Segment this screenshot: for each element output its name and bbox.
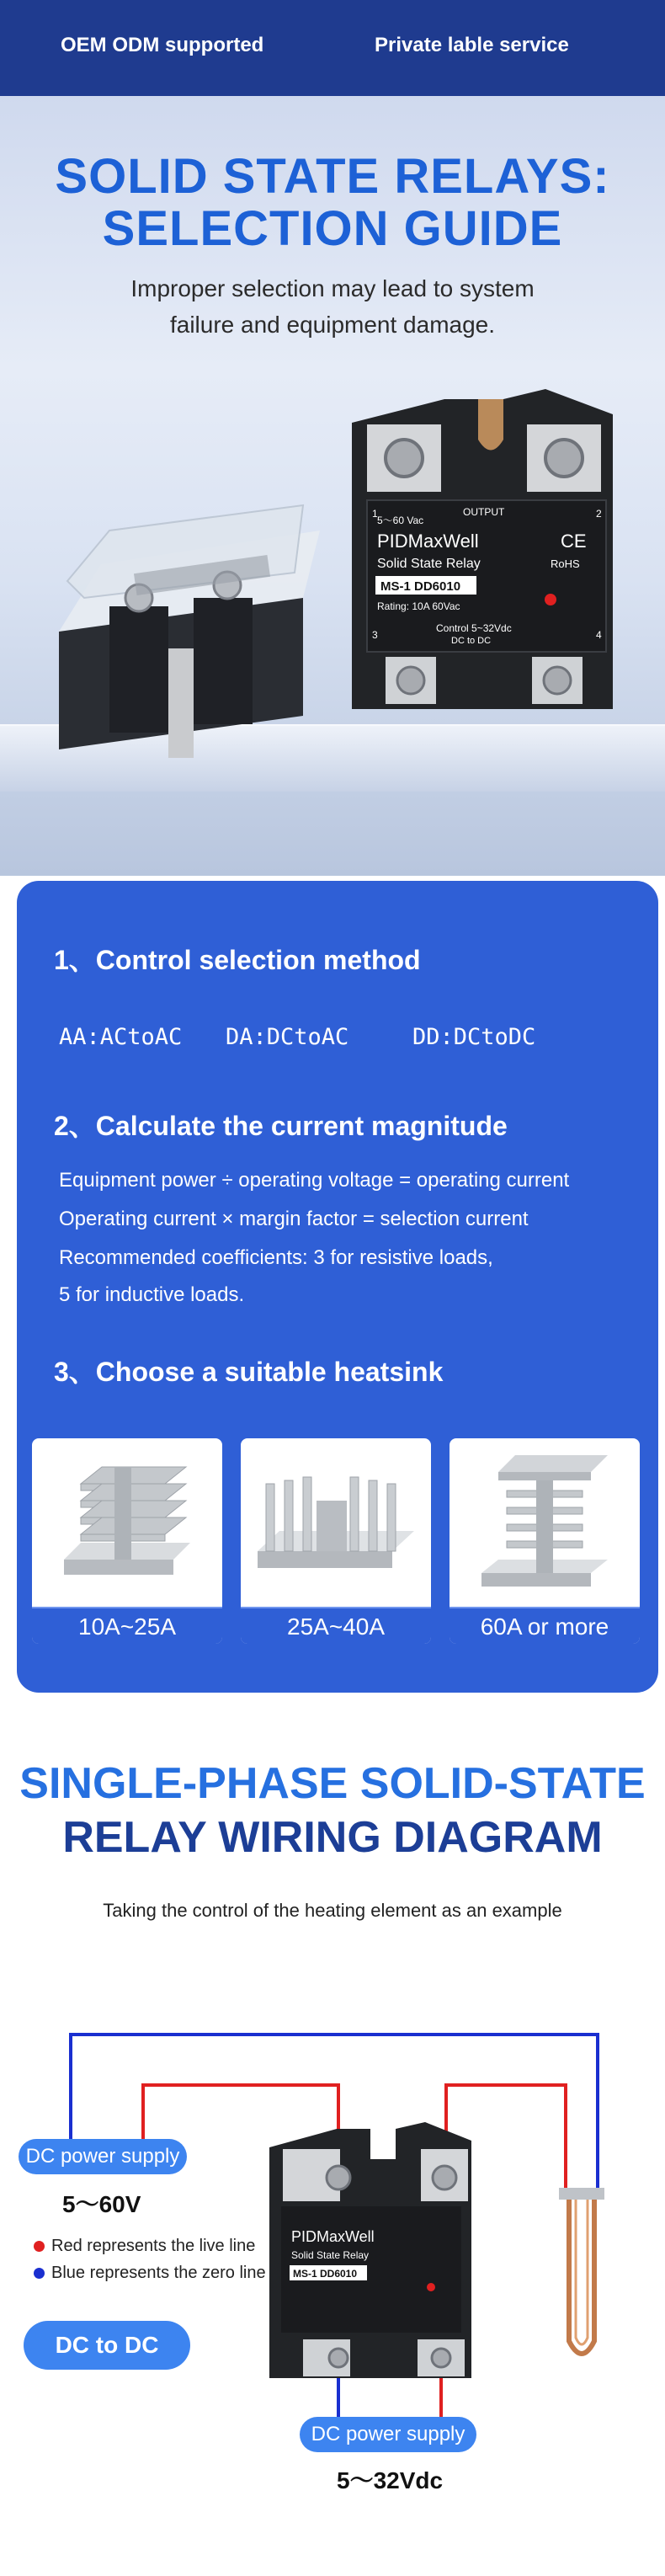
formula-line-3: Recommended coefficients: 3 for resistive loads, — [59, 1246, 493, 1269]
dc-to-dc-badge: DC to DC — [24, 2321, 190, 2370]
relay-terminal-1: 1 — [372, 508, 378, 520]
legend-red — [34, 2237, 255, 2256]
heatsink-card-large — [450, 1438, 640, 1644]
relay-brand-text: PIDMaxWell — [377, 531, 479, 552]
hero-title-line2: SELECTION GUIDE — [102, 201, 563, 256]
heatsink-medium-image — [249, 1450, 423, 1593]
heatsink-large-label: 60A or more — [450, 1607, 640, 1644]
heatsink-card-medium — [241, 1438, 431, 1644]
top-banner — [0, 0, 665, 96]
dc-supply-bottom-badge: DC power supply — [300, 2417, 476, 2452]
relay-model-text: MS-1 DD6010 — [380, 579, 461, 594]
relay-range-text: 5～60 Vac — [377, 515, 424, 526]
hero-subtitle-line2: failure and equipment damage. — [169, 312, 496, 338]
wiring-title-line2: RELAY WIRING DIAGRAM — [62, 1813, 603, 1862]
diagram-relay-image — [269, 2122, 471, 2378]
dc-supply-top-badge: DC power supply — [19, 2139, 187, 2174]
relay-terminal-4: 4 — [596, 629, 602, 641]
legend-red-text: Red represents the live line — [51, 2237, 256, 2255]
heatsink-small-label: 10A~25A — [32, 1607, 222, 1644]
main-relay-image — [352, 389, 621, 709]
step2-heading: 2、Calculate the current magnitude — [54, 1111, 508, 1141]
mode-aa: AA:ACtoAC — [59, 1024, 183, 1050]
private-label-text: Private lable service — [375, 34, 569, 56]
wiring-example-caption: Taking the control of the heating element as an example — [103, 1900, 562, 1921]
blue-dot-icon — [34, 2268, 45, 2279]
relay-product-text: Solid State Relay — [377, 557, 481, 571]
step3-heading: 3、Choose a suitable heatsink — [54, 1357, 444, 1387]
heatsink-medium-label: 25A~40A — [241, 1607, 431, 1644]
relay-terminal-3: 3 — [372, 629, 378, 641]
mode-dd: DD:DCtoDC — [412, 1024, 536, 1050]
relay-ce-text: CE — [561, 531, 587, 552]
legend-blue — [34, 2264, 266, 2283]
relay-terminal-2: 2 — [596, 508, 602, 520]
legend-blue-text: Blue represents the zero line — [51, 2264, 266, 2282]
relay-control-text: Control 5~32Vdc — [436, 622, 512, 634]
relay-dctodc-text: DC to DC — [451, 636, 492, 646]
heating-element-icon — [559, 2188, 604, 2354]
voltage-bottom-text: 5～32Vdc — [337, 2467, 444, 2493]
red-dot-icon — [34, 2241, 45, 2252]
heatsink-small-image — [47, 1450, 207, 1593]
relay-rating-text: Rating: 10A 60Vac — [377, 600, 460, 612]
wiring-title-line1: SINGLE-PHASE SOLID-STATE — [19, 1759, 646, 1808]
diagram-relay-model: MS-1 DD6010 — [293, 2268, 358, 2280]
step1-heading: 1、Control selection method — [54, 945, 421, 975]
mode-da: DA:DCtoAC — [226, 1024, 349, 1050]
hero-title-line1: SOLID STATE RELAYS: — [55, 149, 610, 204]
relay-rohs-text: RoHS — [551, 557, 580, 570]
formula-line-2: Operating current × margin factor = selection current — [59, 1208, 529, 1230]
formula-line-4: 5 for inductive loads. — [59, 1283, 245, 1306]
voltage-top-text: 5～60V — [62, 2191, 141, 2217]
formula-line-1: Equipment power ÷ operating voltage = operating current — [59, 1169, 570, 1192]
relay-with-cover-image — [51, 480, 328, 775]
oem-odm-label: OEM ODM supported — [61, 34, 264, 56]
diagram-relay-brand: PIDMaxWell — [291, 2228, 375, 2245]
relay-output-text: OUTPUT — [463, 506, 505, 518]
heatsink-card-small — [32, 1438, 222, 1644]
heatsink-large-image — [473, 1447, 616, 1595]
diagram-relay-product: Solid State Relay — [291, 2249, 370, 2261]
hero-subtitle-line1: Improper selection may lead to system — [130, 275, 535, 301]
